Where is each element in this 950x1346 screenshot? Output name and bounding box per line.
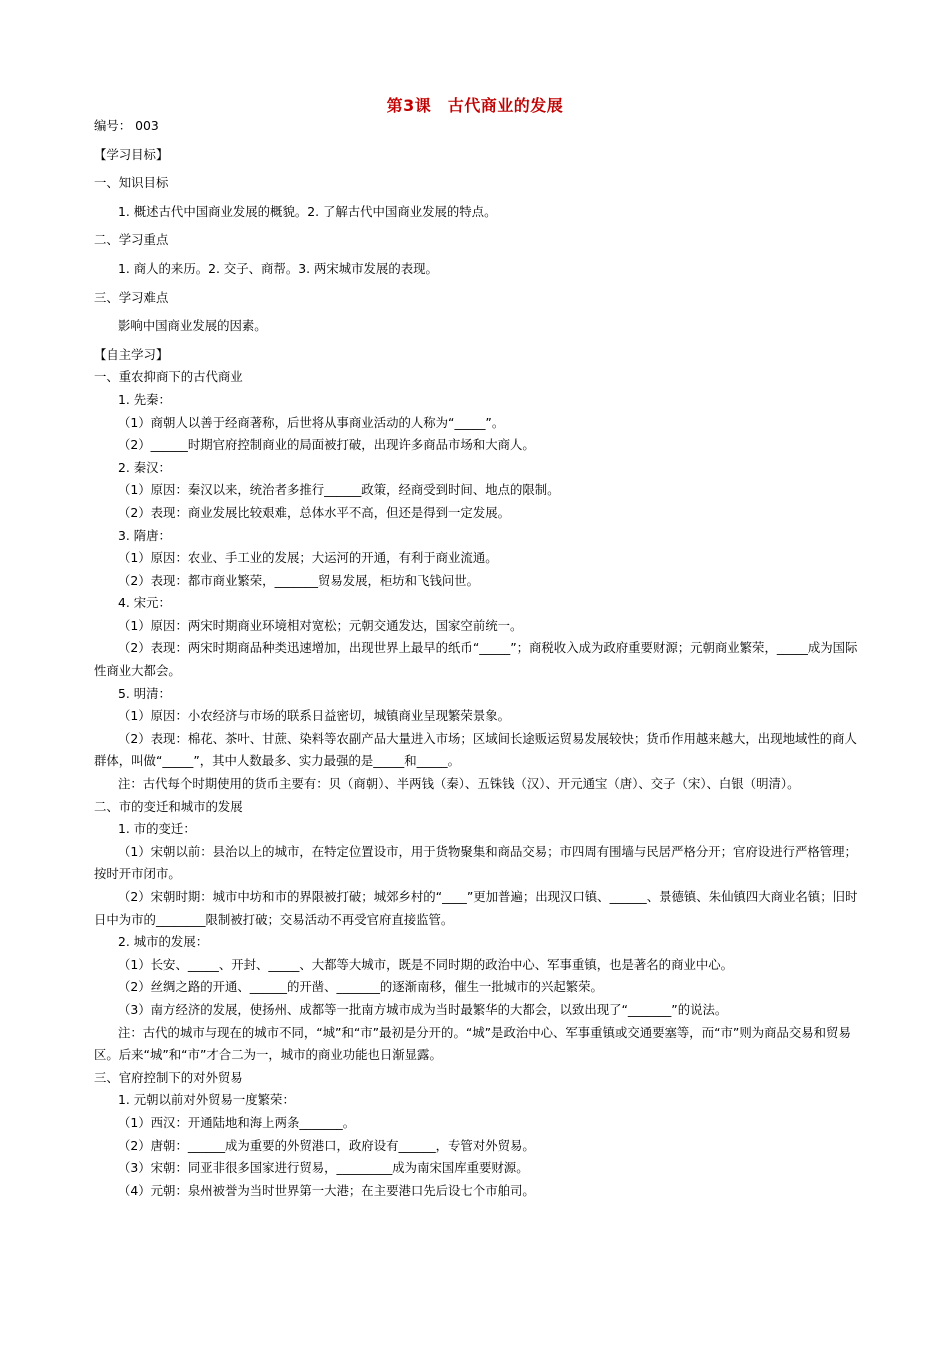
focus-header: 二、学习重点 [94, 232, 169, 248]
part2-line: 1. 市的变迁： [118, 821, 196, 837]
part2-line: 2. 城市的发展： [118, 934, 209, 950]
part1-paragraph: （2）表现：棉花、茶叶、甘蔗、染料等农副产品大量进入市场；区域间长途贩运贸易发展较快；货币作用越来越大，出现地域性的商人群体，叫做“_____”，其中人数最多、实力最强的是_____和_____。 [94, 730, 857, 769]
difficulty-text: 影响中国商业发展的因素。 [118, 318, 267, 334]
self-study-header: 【自主学习】 [94, 346, 169, 362]
part1-line: （2）表现：都市商业繁荣，_______贸易发展，柜坊和飞钱问世。 [118, 572, 480, 588]
part3-line: （1）西汉：开通陆地和海上两条_______。 [118, 1114, 356, 1130]
part1-line: 2. 秦汉： [118, 459, 171, 475]
part2-paragraph: （2）宋朝时期：城市中坊和市的界限被打破；城郊乡村的“____”更加普遍；出现汉口镇、______、景德镇、朱仙镇四大商业名镇；旧时日中为市的________限制被打破；交易活动不再受官府直接监管。 [94, 889, 858, 927]
part2-line: （3）南方经济的发展，使扬州、成都等一批南方城市成为当时最繁华的大都会，以致出现了“_______”的说法。 [118, 1001, 728, 1017]
part1-line: 1. 先秦： [118, 391, 171, 407]
part1-line: （2）表现：商业发展比较艰难，总体水平不高，但还是得到一定发展。 [118, 504, 510, 520]
part1-line: （1）原因：农业、手工业的发展；大运河的开通，有利于商业流通。 [118, 550, 498, 566]
knowledge-header: 一、知识目标 [94, 175, 169, 191]
part3-line: （2）唐朝：______成为重要的外贸港口，政府设有______，专管对外贸易。 [118, 1137, 535, 1153]
part2-header: 二、市的变迁和城市的发展 [94, 798, 243, 814]
part1-line: （2）______时期官府控制商业的局面被打破，出现许多商品市场和大商人。 [118, 437, 535, 453]
part2-paragraph: （1）宋朝以前：县治以上的城市，在特定位置设市，用于货物聚集和商品交易；市四周有围墙与民居严格分开；官府设进行严格管理；按时开市闭市。 [94, 843, 857, 882]
part1-line: 3. 隋唐： [118, 527, 171, 543]
goals-header: 【学习目标】 [94, 146, 169, 162]
part1-line: （1）原因：小农经济与市场的联系日益密切，城镇商业呈现繁荣景象。 [118, 708, 510, 724]
part1-line: （1）原因：两宋时期商业环境相对宽松；元朝交通发达，国家空前统一。 [118, 617, 523, 633]
focus-text: 1. 商人的来历。2. 交子、商帮。3. 两宋城市发展的表现。 [118, 260, 438, 276]
part2-note: 注：古代的城市与现在的城市不同，“城”和“市”最初是分开的。“城”是政治中心、军事重镇或交通要塞等，而“市”则为商品交易和贸易区。后来“城”和“市”才合二为一，城市的商业功能也日渐显露。 [94, 1024, 851, 1063]
part1-line: （1）商朝人以善于经商著称，后世将从事商业活动的人称为“_____”。 [118, 414, 505, 430]
part2-line: （2）丝绸之路的开通、______的开凿、_______的逐渐南移，催生一批城市的兴起繁荣。 [118, 979, 603, 995]
document-body [94, 115, 864, 1202]
part3-line: 1. 元朝以前对外贸易一度繁荣： [118, 1092, 295, 1108]
part1-paragraph: （2）表现：两宋时期商品种类迅速增加，出现世界上最早的纸币“_____”；商税收入成为政府重要财源；元朝商业繁荣，_____成为国际性商业大都会。 [94, 640, 858, 679]
part1-note: 注：古代每个时期使用的货币主要有：贝（商朝）、半两钱（秦）、五铢钱（汉）、开元通宝（唐）、交子（宋）、白银（明清）。 [118, 776, 800, 792]
difficulty-header: 三、学习难点 [94, 289, 169, 305]
part2-line: （1）长安、_____、开封、_____、大都等大城市，既是不同时期的政治中心、军事重镇，也是著名的商业中心。 [118, 956, 734, 972]
knowledge-text: 1. 概述古代中国商业发展的概貌。2. 了解古代中国商业发展的特点。 [118, 203, 497, 219]
doc-number: 编号： 003 [94, 118, 159, 133]
part3-header: 三、官府控制下的对外贸易 [94, 1069, 243, 1085]
part1-line: 4. 宋元： [118, 595, 171, 611]
part3-line: （3）宋朝：同亚非很多国家进行贸易，_________成为南宋国库重要财源。 [118, 1160, 529, 1176]
part1-header: 一、重农抑商下的古代商业 [94, 369, 243, 385]
part1-line: （1）原因：秦汉以来，统治者多推行______政策，经商受到时间、地点的限制。 [118, 482, 560, 498]
part3-line: （4）元朝：泉州被誉为当时世界第一大港；在主要港口先后设七个市舶司。 [118, 1182, 535, 1198]
page-title: 第3课 古代商业的发展 [386, 96, 564, 115]
part1-line: 5. 明清： [118, 685, 171, 701]
